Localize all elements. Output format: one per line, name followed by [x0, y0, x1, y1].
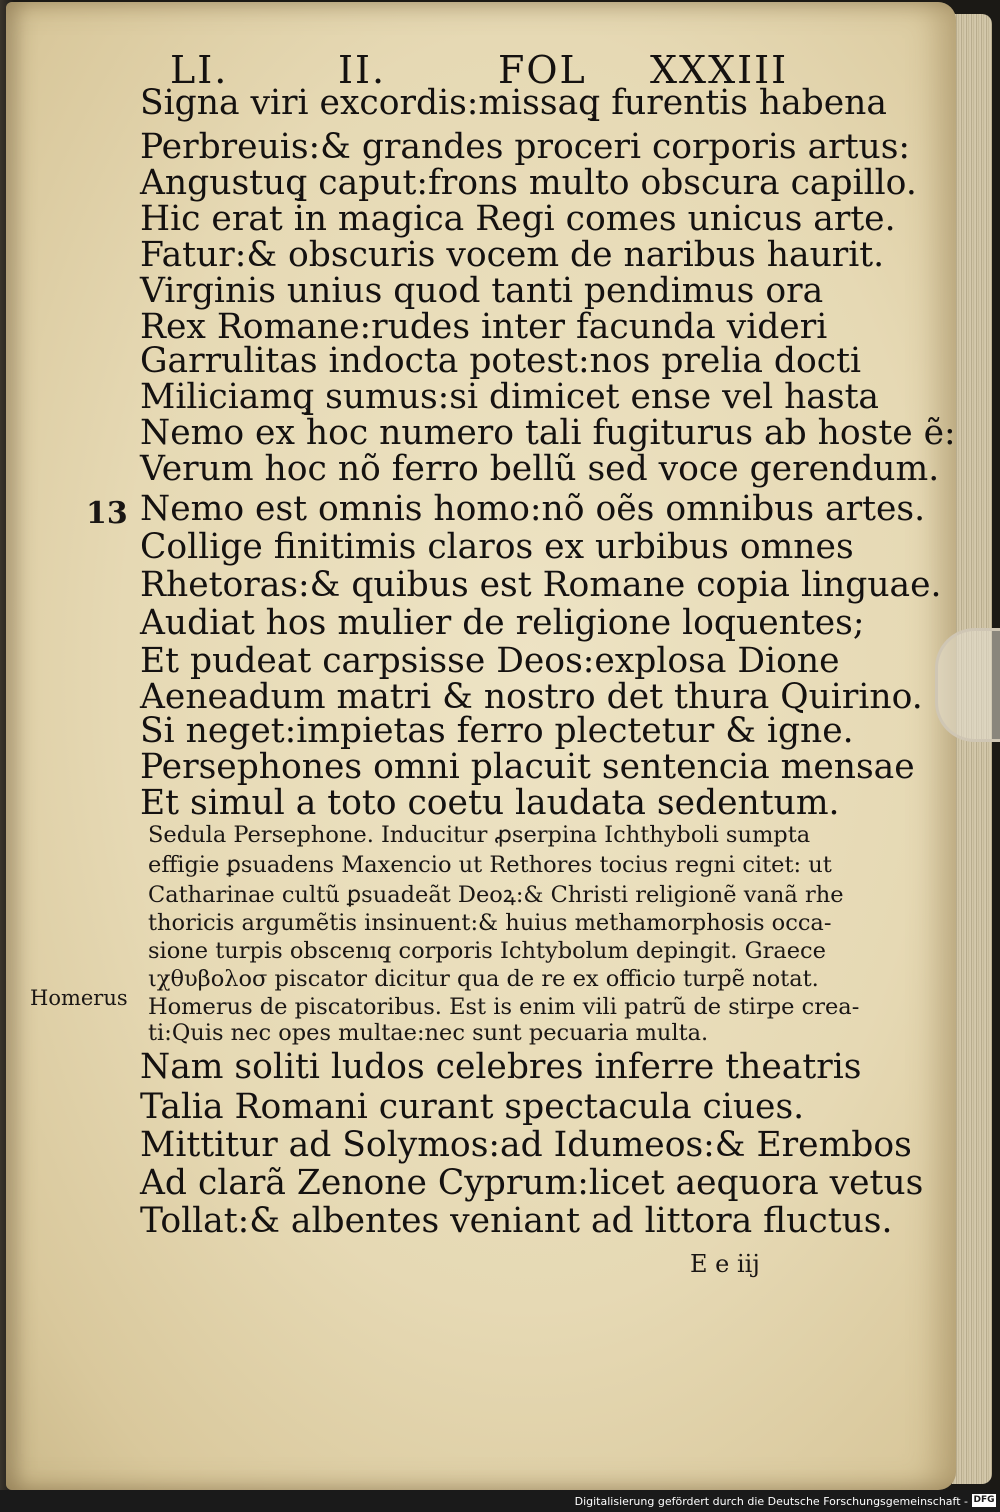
verse-line: Fatur:& obscuris vocem de naribus haurit. — [140, 235, 885, 275]
signature-mark: E e iij — [690, 1250, 760, 1278]
verse-line: Si neget:impietas ferro plectetur & igne. — [140, 711, 854, 751]
verse-line: Garrulitas indocta potest:nos prelia docti — [140, 341, 861, 381]
commentary-line: thoricis argumẽtis insinuent:& huius methamorphosis occa- — [148, 910, 832, 936]
commentary-line: ιχθυβολοσ piscator dicitur qua de re ex officio turpẽ notat. — [148, 966, 819, 992]
verse-line: Aeneadum matri & nostro det thura Quirino. — [140, 677, 923, 717]
verse-line: Persephones omni placuit sentencia mensae — [140, 747, 915, 787]
header-fol-number: XXXIII — [650, 48, 789, 92]
page-edges — [952, 14, 992, 1484]
verse-line: Miliciamq̧ sumus:si dimicet ense vel hasta — [140, 377, 880, 417]
verse-line: Et simul a toto coetu laudata sedentum. — [140, 783, 840, 823]
verse-line: Perbreuis:& grandes proceri corporis artus: — [140, 127, 911, 167]
verse-line: Collige finitimis claros ex urbibus omnes — [140, 527, 854, 567]
verse-line: Signa viri excordis:missaq̧ furentis habena — [140, 83, 887, 123]
verse-line: Nemo ex hoc numero tali fugiturus ab hoste ẽ: — [140, 413, 956, 453]
verse-line: Talia Romani curant spectacula ciues. — [140, 1087, 805, 1127]
verse-line: Ad clarã Zenone Cyprum:licet aequora vetus — [140, 1163, 924, 1203]
book-clasp — [935, 628, 1000, 742]
commentary-line: Sedula Persephone. Inducitur ꝓserpina Ichthyboli sumpta — [148, 822, 811, 848]
verse-line: Verum hoc nõ ferro bellũ sed voce gerendum. — [140, 449, 940, 489]
verse-line: Audiat hos mulier de religione loquentes; — [140, 603, 865, 643]
verse-line: Mittitur ad Solymos:ad Idumeos:& Erembos — [140, 1125, 912, 1165]
verse-line: Virginis unius quod tanti pendimus ora — [140, 271, 824, 311]
verse-line: Hic erat in magica Regi comes unicus arte. — [140, 199, 896, 239]
footer-bar — [0, 1490, 1000, 1512]
verse-line: Rhetoras:& quibus est Romane copia linguae. — [140, 565, 942, 605]
commentary-line: Catharinae cultũ ꝑsuadeãt Deoꝝ:& Christi religionẽ vanã rhe — [148, 882, 844, 908]
footer-credit: Digitalisierung gefördert durch die Deutsche Forschungsgemeinschaft - — [574, 1495, 968, 1508]
verse-line: Nemo est omnis homo:nõ oẽs omnibus artes. — [140, 489, 926, 529]
margin-numeral: 13 — [86, 496, 128, 531]
verse-line: Nam soliti ludos celebres inferre theatris — [140, 1047, 862, 1087]
header-left: LI. — [170, 48, 229, 92]
commentary-line: Homerus de piscatoribus. Est is enim vili patrũ de stirpe crea- — [148, 994, 860, 1020]
commentary-line: sione turpis obscenıq̧ corporis Ichtybolum depingit. Graece — [148, 938, 826, 964]
commentary-line: effigie ꝑsuadens Maxencio ut Rethores tocius regni citet: ut — [148, 852, 832, 878]
header-book: II. — [338, 48, 387, 92]
verse-line: Tollat:& albentes veniant ad littora fluctus. — [140, 1201, 893, 1241]
verse-line: Rex Romane:rudes inter facunda videri — [140, 307, 828, 347]
verse-line: Angustuq̧ caput:frons multo obscura capillo. — [140, 163, 917, 203]
commentary-line: ti:Quis nec opes multae:nec sunt pecuaria multa. — [148, 1020, 709, 1046]
margin-note-homerus: Homerus — [30, 986, 128, 1010]
header-fol-label: FOL — [498, 48, 587, 92]
verse-line: Et pudeat carpsisse Deos:explosa Dione — [140, 641, 840, 681]
dfg-logo-icon: DFG — [973, 1495, 995, 1505]
